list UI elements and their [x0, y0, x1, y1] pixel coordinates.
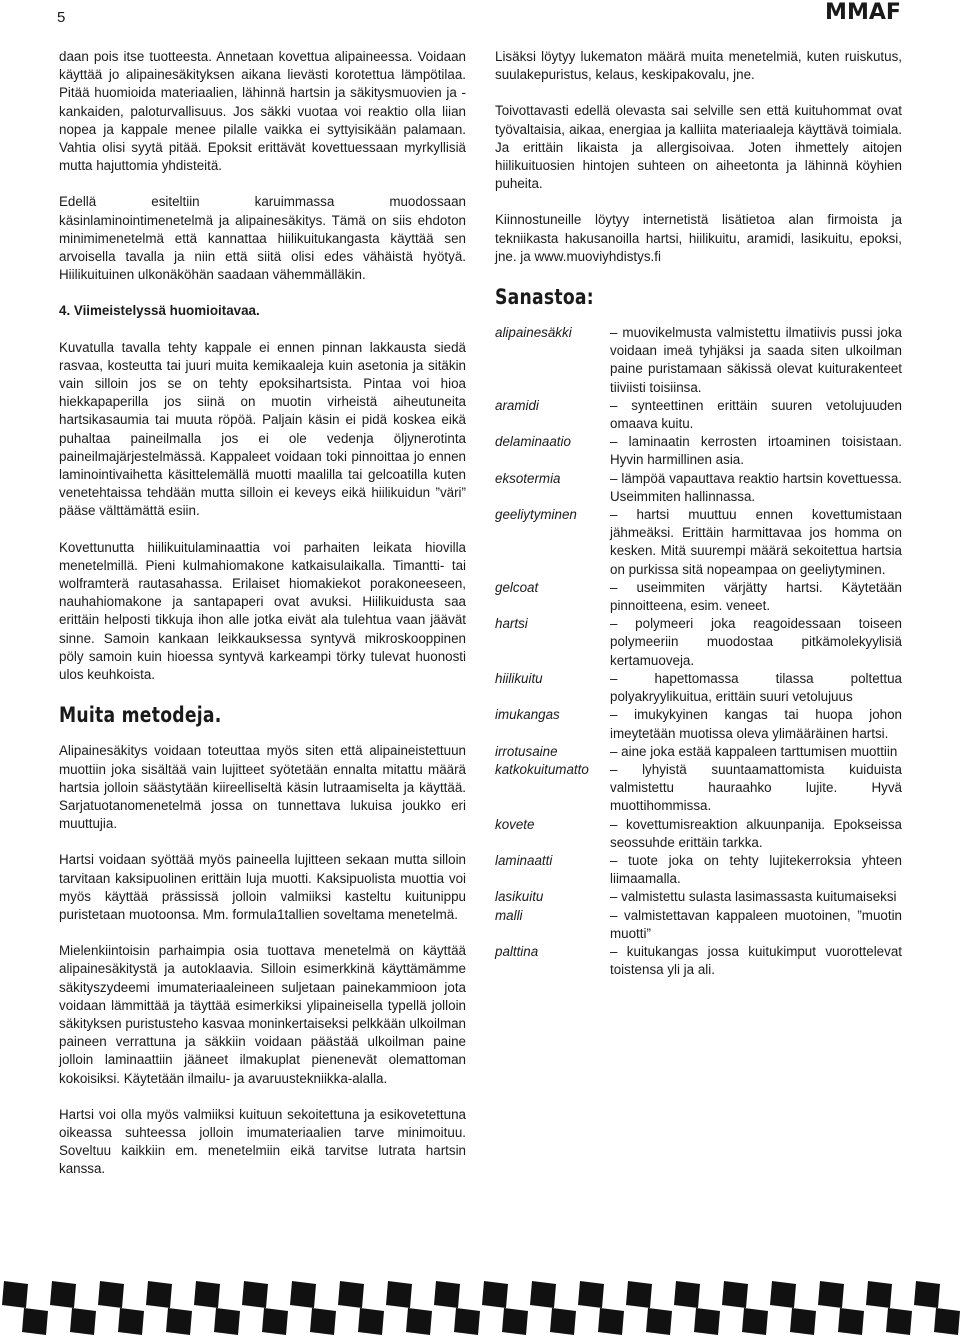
mmaf-logo: [825, 1, 902, 21]
checker-square: [98, 1281, 124, 1308]
glossary-item: [495, 579, 902, 615]
checker-square: [482, 1281, 508, 1308]
glossary-item: [495, 433, 902, 469]
glossary-term: hartsi: [495, 616, 528, 632]
glossary-item: [495, 761, 902, 816]
paragraph: Toivottavasti edellä olevasta sai selville sen että kuituhommat ovat työvaltaisia, aikaa, energiaa ja kalliita materiaaleja käyttävä toimiala. Ja erittäin likaista ja allergisoivaa. Joten ihmettely aitojen hiilikuituosien hintojen suhteen on aiheetonta ja lähinnä köyhien puheita.: [495, 103, 902, 192]
checker-square: [626, 1281, 652, 1308]
checker-square: [818, 1281, 844, 1308]
checker-square: [70, 1308, 96, 1335]
checker-square: [166, 1308, 192, 1335]
glossary-item: [495, 324, 902, 397]
checker-square: [550, 1308, 576, 1335]
glossary-term: laminaatti: [495, 852, 553, 868]
paragraph: Hartsi voi olla myös valmiiksi kuituun sekoitettuna ja esikovetettuna oikeassa suhteessa jolloin imumateriaalien tarve minimoituu. Soveltuu kaikkiin em. menetelmiin eikä tarvitse lutrata hartsin kanssa.: [59, 1106, 466, 1177]
glossary-definition: – kovettumisreaktion alkuunpanija. Epokseissa seossuhde erittäin tarkka.: [610, 816, 902, 850]
paragraph: Mielenkiintoisin parhaimpia osia tuottava menetelmä on käyttää alipainesäkitystä ja autoklaavia. Silloin esimerkkinä käyttämämme säkityszydeemi imumateriaaleineen suljetaan painekammioon jota voidaan lämmittää ja täyttää esimerkiksi ylipaineisella typellä jolloin säkityksen puristusteho kasvaa moninkertaiseksi pelkkään ulkoilman paineen verrattuna ja säkkiin voidaan päästää ulkoilman paine jolloin laminaattiin jääneet ilmakuplat pienenevät olemattoman kokoisiksi. Käytetään ilmailu- ja avaruustekniikka-alalla.: [59, 943, 466, 1086]
glossary-item: [495, 852, 902, 888]
paragraph: Kovettunutta hiilikuitulaminaattia voi parhaiten leikata hiovilla menetelmillä. Pieni kulmahiomakone katkaisulaikalla. Timantti- tai wolframterä rautasahassa. Erilaiset hiomakiekot porakoneeseen, nauhahiomakone ja santapaperi ovat avuksi. Hiilikuidusta saa erittäin helposti tikkuja ihon alle jotka eivät ala tulehtua vaan jäävät sinne. Samoin kankaan leikkauksessa syntyvä mikroskooppinen pöly samoin kuin hioessa syntyvä karkeampi törky tulevat huonosti ulos keuhkoista.: [59, 539, 466, 683]
glossary-definition: – polymeeri joka reagoidessaan toiseen polymeeriin muodostaa pitkämolekyylisiä kertamuoveja.: [610, 616, 902, 668]
svg-text:MMAF: MMAF: [825, 1, 901, 21]
paragraph: daan pois itse tuotteesta. Annetaan kovettua alipaineessa. Voidaan käyttää jo alipainesäkityksen aikana lievästi korotettua lämpötilaa. Pitää huomioida materiaalien, lähinnä hartsin ja säkitysmuovien ja -kankaiden, paloturvallisuus. Jos säkki vuotaa voi reaktio olla liian nopea ja kappale menee pilalle vaikka ei syttyisikään palamaan. Vahtia olisi syytä pitää. Epoksit erittävät kovettuessaan myrkyllisiä mutta hajuttomia yhdisteitä.: [59, 49, 466, 174]
glossary-term: alipainesäkki: [495, 325, 572, 341]
glossary-definition: – synteettinen erittäin suuren vetolujuuden omaava kuitu.: [610, 397, 902, 432]
glossary-definition: – useimmiten värjätty hartsi. Käytetään pinnoitteena, esim. veneet.: [610, 579, 902, 614]
checker-square: [934, 1308, 960, 1335]
glossary-term: hiilikuitu: [495, 670, 543, 686]
checker-square: [310, 1308, 336, 1335]
glossary-item: [495, 470, 902, 506]
glossary-definition: – tuote joka on tehty lujitekerroksia yhteen liimaamalla.: [610, 852, 902, 887]
glossary-item: [495, 888, 902, 906]
glossary-item: [495, 943, 902, 979]
checker-square: [406, 1308, 432, 1335]
checker-square: [742, 1308, 768, 1335]
checker-square: [502, 1308, 528, 1335]
checker-square: [22, 1308, 48, 1335]
checker-square: [578, 1281, 604, 1308]
glossary-term: gelcoat: [495, 579, 539, 595]
checker-square: [454, 1308, 480, 1335]
checker-square: [790, 1308, 816, 1335]
glossary-term: malli: [495, 907, 523, 923]
glossary-term: geeliytyminen: [495, 507, 577, 523]
checker-square: [886, 1308, 912, 1335]
page-number: 5: [57, 9, 66, 26]
glossary-item: [495, 615, 902, 670]
glossary-definition: – aine joka estää kappaleen tarttumisen muottiin: [610, 743, 898, 759]
checker-square: [838, 1308, 864, 1335]
glossary-definition: – kuitukangas jossa kuitukimput vuorottelevat toistensa yli ja ali.: [610, 943, 902, 978]
checker-square: [358, 1308, 384, 1335]
glossary-definition: – laminaatin kerrosten irtoaminen toisistaan. Hyvin harmillinen asia.: [610, 434, 902, 468]
paragraph: Kiinnostuneille löytyy internetistä lisätietoa alan firmoista ja tekniikasta hakusanoilla hartsi, hiilikuitu, aramidi, lasikuitu, epoksi, jne. ja www.muoviyhdistys.fi: [495, 212, 902, 264]
glossary-item: [495, 907, 902, 943]
glossary-definition: – valmistettavan kappaleen muotoinen, ”muotin muotti”: [610, 907, 902, 941]
checker-square: [118, 1308, 144, 1335]
glossary-item: [495, 706, 902, 742]
checker-square: [722, 1281, 748, 1308]
checker-square: [598, 1308, 624, 1335]
checker-square: [386, 1281, 412, 1308]
paragraph: Kuvatulla tavalla tehty kappale ei ennen pinnan lakkausta siedä rasvaa, kosteutta tai juuri muita kemikaaleja kuin asetonia ja sitäkin vain silloin jos se on tehty epoksihartsista. Pintaa voi hioa hiekkapaperilla jos siinä on muotin virheistä aiheutuneita hartsikasaumia tai muuta röpöä. Paljain käsin ei pidä koskea eikä puhaltaa paineilmalla jos ei ole vedenja öljynerotinta paineilmajärjestelmässä. Kappaleet voidaan toki pinnoittaa jo ennen laminointivaihetta käsittelemällä muotti maalilla tai gelcoatilla kuten venetehtaissa tehdään mutta silloin ei keveys eikä hiilikuidun ”väri” pääse välttämättä esiin.: [59, 339, 466, 519]
paragraph: Edellä esiteltiin karuimmassa muodossaan käsinlaminointimenetelmä ja alipainesäkitys. Tämä on siis ehdoton minimimenetelmä että kannattaa hiilikuitukangasta käyttää sen arvoisella tavalla ja niin että siitä olisi edes vähäistä hyötyä. Hiilikuituinen ulkonäköhän saadaan vähemmälläkin.: [59, 194, 466, 283]
glossary-definition: – lyhyistä suuntaamattomista kuiduista valmistettu hauraahko lujite. Hyvä muottihommissa.: [610, 761, 902, 814]
glossary-item: [495, 670, 902, 706]
glossary-list: [495, 324, 902, 979]
glossary-item: [495, 743, 902, 761]
glossary-definition: – valmistettu sulasta lasimassasta kuitumaiseksi: [610, 889, 897, 905]
glossary-term: aramidi: [495, 397, 539, 413]
glossary-definition: – hapettomassa tilassa poltettua polyakryylikuitua, erittäin suuri vetolujuus: [610, 670, 902, 705]
paragraph: Alipainesäkitys voidaan toteuttaa myös siten että alipaineistettuun muottiin joka sisältää vain lujitteet syötetään ennalta mitattu määrä hartsia jolloin säästytään kiireelliseltä käsin lutraamiselta ja käyttää. Sarjatuotanomenetelmä jossa on tunnettava lukuisa joukko eri muuttujia.: [59, 743, 466, 832]
checker-square: [290, 1281, 316, 1308]
checker-square: [530, 1281, 556, 1308]
glossary-definition: – muovikelmusta valmistettu ilmatiivis pussi joka voidaan imeä tyhjäksi ja saada siten ulkoilman paine puristamaan säkissä olevat kuiturakenteet tiiviisti toisiinsa.: [610, 325, 902, 395]
glossary-term: eksotermia: [495, 470, 561, 486]
paragraph: Hartsi voidaan syöttää myös paineella lujitteen sekaan mutta silloin tarvitaan kaksipuolinen erittäin luja muotti. Kaksipuolista muottia voi myös käyttää prässissä jolloin valmiiksi kasteltu kuitunippu puristetaan muotoonsa. Mm. formula1tallien soveltama menetelmä.: [59, 852, 466, 922]
glossary-term: irrotusaine: [495, 743, 558, 759]
checker-square: [146, 1281, 172, 1308]
left-column: [59, 48, 466, 1197]
checker-square: [770, 1281, 796, 1308]
right-column: [495, 48, 902, 979]
glossary-item: [495, 816, 902, 852]
checker-square: [242, 1281, 268, 1308]
checkered-border: [0, 1281, 960, 1336]
checker-square: [646, 1308, 672, 1335]
checker-square: [214, 1308, 240, 1335]
glossary-term: palttina: [495, 943, 539, 959]
muita-metodeja-heading: Muita metodeja.: [59, 703, 222, 728]
glossary-term: katkokuitumatto: [495, 761, 589, 777]
checker-square: [262, 1308, 288, 1335]
glossary-term: imukangas: [495, 707, 560, 723]
glossary-heading: Sanastoa:: [495, 285, 594, 310]
glossary-term: delaminaatio: [495, 434, 571, 450]
checker-square: [866, 1281, 892, 1308]
glossary-definition: – hartsi muuttuu ennen kovettumistaan jähmeäksi. Erittäin harmittavaa jos homma on kesken. Mitä suurempi määrä sekoitettua hartsia on purkissa sitä nopeampaa on geeliytyminen.: [610, 507, 902, 577]
checker-square: [2, 1281, 28, 1308]
checker-square: [694, 1308, 720, 1335]
glossary-term: kovete: [495, 816, 535, 832]
section-heading: 4. Viimeistelyssä huomioitavaa.: [59, 303, 260, 319]
checker-square: [914, 1281, 940, 1308]
checker-square: [338, 1281, 364, 1308]
checker-square: [674, 1281, 700, 1308]
glossary-item: [495, 506, 902, 579]
glossary-item: [495, 397, 902, 433]
checker-square: [434, 1281, 460, 1308]
checker-square: [50, 1281, 76, 1308]
glossary-definition: – imukykyinen kangas tai huopa johon imeytetään muotissa oleva ylimääräinen hartsi.: [610, 707, 902, 741]
checker-square: [194, 1281, 220, 1308]
glossary-definition: – lämpöä vapauttava reaktio hartsin kovettuessa. Useimmiten hallinnassa.: [610, 470, 902, 504]
glossary-term: lasikuitu: [495, 889, 544, 905]
paragraph: Lisäksi löytyy lukematon määrä muita menetelmiä, kuten ruiskutus, suulakepuristus, kelaus, keskipakovalu, jne.: [495, 49, 902, 83]
